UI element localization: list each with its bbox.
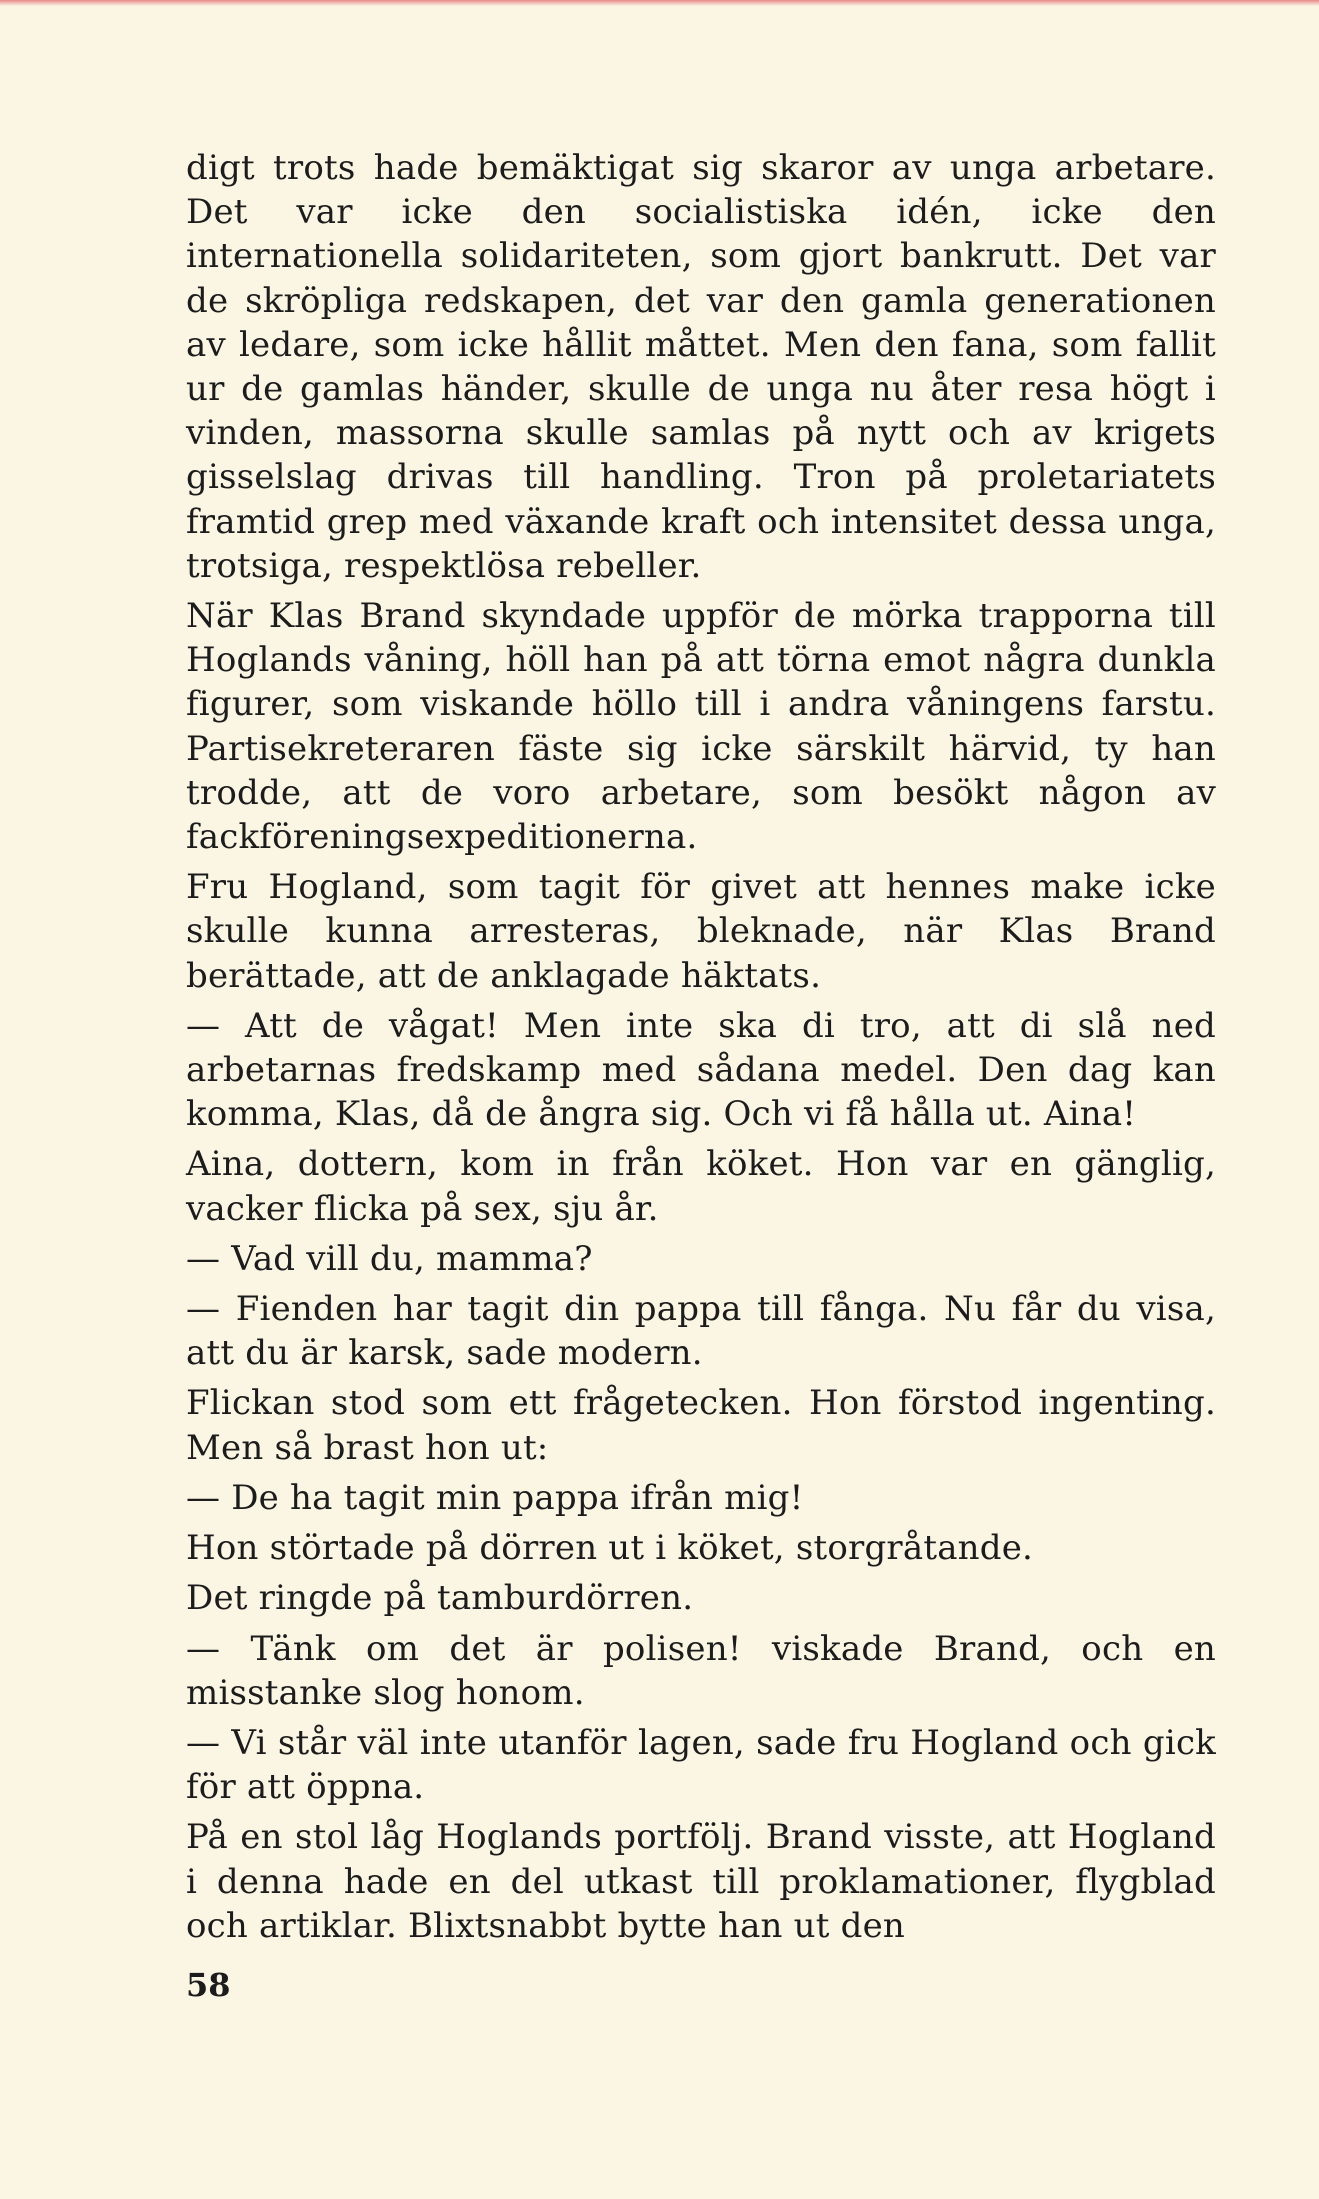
paragraph: — Vad vill du, mamma? xyxy=(186,1238,593,1279)
paragraph: — Tänk om det är polisen! viskade Brand, och en misstanke slog honom. xyxy=(186,1628,1216,1713)
paragraph: När Klas Brand skyndade uppför de mörka trapporna till Hoglands våning, höll han på att törna emot några dunkla figurer, som viskande höllo till i andra våningens farstu. Partisekreteraren fäste sig icke särskilt härvid, ty han trodde, att de voro arbetare, som besökt någon av fackföreningsexpeditionerna. xyxy=(186,596,1216,858)
paragraph: Aina, dottern, kom in från köket. Hon var en gänglig, vacker flicka på sex, sju år. xyxy=(186,1144,1216,1229)
paragraph: Det ringde på tamburdörren. xyxy=(186,1578,694,1619)
paragraph: På en stol låg Hoglands portfölj. Brand visste, att Hogland i denna hade en del utkast till proklamationer, flygblad och artiklar. Blixtsnabbt bytte han ut den xyxy=(186,1817,1216,1946)
paragraph: — Vi står väl inte utanför lagen, sade fru Hogland och gick för att öppna. xyxy=(186,1722,1216,1808)
paragraph: Fru Hogland, som tagit för givet att hennes make icke skulle kunna arresteras, bleknade, när Klas Brand berättade, att de anklagade häktats. xyxy=(186,867,1216,996)
paragraph: — De ha tagit min pappa ifrån mig! xyxy=(186,1477,804,1518)
paragraph: — Att de vågat! Men inte ska di tro, att di slå ned arbetarnas fredskamp med sådana medel. Den dag kan komma, Klas, då de ångra sig. Och vi få hålla ut. Aina! xyxy=(186,1005,1216,1135)
paragraph: — Fienden har tagit din pappa till fånga. Nu får du visa, att du är karsk, sade modern. xyxy=(186,1289,1216,1374)
page-number: 58 xyxy=(186,1966,231,2004)
paragraph: Hon störtade på dörren ut i köket, storgråtande. xyxy=(186,1528,1034,1569)
body-text xyxy=(186,146,1216,1954)
paragraph: Flickan stod som ett frågetecken. Hon förstod ingenting. Men så brast hon ut: xyxy=(186,1383,1216,1468)
page-top-edge xyxy=(0,0,1319,6)
paragraph: digt trots hade bemäktigat sig skaror av unga arbetare. Det var icke den socialistiska idén, icke den internationella solidariteten, som gjort bankrutt. Det var de skröpliga redskapen, det var den gamla generationen av ledare, som icke hållit måttet. Men den fana, som fallit ur de gamlas händer, skulle de unga nu åter resa högt i vinden, massorna skulle samlas på nytt och av krigets gisselslag drivas till handling. Tron på proletariatets framtid grep med växande kraft och intensitet dessa unga, trotsiga, respektlösa rebeller. xyxy=(186,148,1216,586)
